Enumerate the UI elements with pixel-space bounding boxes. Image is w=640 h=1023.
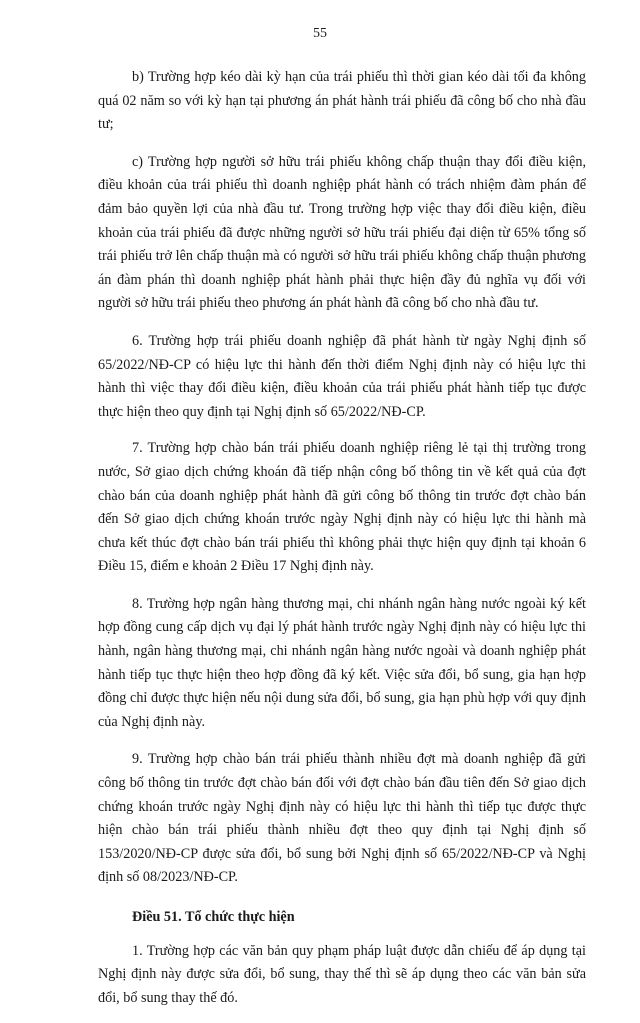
page-number: 55 — [313, 26, 327, 41]
paragraph-clause-9: 9. Trường hợp chào bán trái phiếu thành nhiều đợt mà doanh nghiệp đã gửi công bố thông tin trước đợt chào bán đối với đợt chào bán đầu tiên đến Sở giao dịch chứng khoán trước ngày Nghị định này có hiệu lực thi hành thì tiếp tục được thực hiện chào bán trái phiếu thành nhiều đợt theo quy định tại Nghị định số 153/2020/NĐ-CP được sửa đổi, bổ sung bởi Nghị định số 65/2022/NĐ-CP và Nghị định số 08/2023/NĐ-CP. — [98, 751, 586, 886]
document-body — [98, 66, 586, 1023]
paragraph-clause-7: 7. Trường hợp chào bán trái phiếu doanh nghiệp riêng lẻ tại thị trường trong nước, Sở giao dịch chứng khoán đã tiếp nhận công bố thông tin về kết quả của đợt chào bán của doanh nghiệp phát hành đã gửi công bố thông tin trước đợt chào bán đến Sở giao dịch chứng khoán trước ngày Nghị định này có hiệu lực thi hành mà chưa kết thúc đợt chào bán trái phiếu thì không phải thực hiện quy định tại khoản 6 Điều 15, điểm e khoản 2 Điều 17 Nghị định này. — [98, 440, 586, 575]
article-51-clause-1: 1. Trường hợp các văn bản quy phạm pháp luật được dẫn chiếu để áp dụng tại Nghị định này được sửa đổi, bổ sung, thay thế thì sẽ áp dụng theo các văn bản sửa đổi, bổ sung thay thế đó. — [98, 942, 586, 1006]
paragraph-clause-8: 8. Trường hợp ngân hàng thương mại, chi nhánh ngân hàng nước ngoài ký kết hợp đồng cung cấp dịch vụ đại lý phát hành trước ngày Nghị định này có hiệu lực thi hành, ngân hàng thương mại, chi nhánh ngân hàng nước ngoài và doanh nghiệp phát hành tiếp tục thực hiện theo hợp đồng đã ký kết. Việc sửa đổi, bổ sung, gia hạn hợp đồng chỉ được thực hiện nếu nội dung sửa đổi, bổ sung, gia hạn phù hợp với quy định của Nghị định này. — [98, 595, 586, 730]
paragraph-point-b: b) Trường hợp kéo dài kỳ hạn của trái phiếu thì thời gian kéo dài tối đa không quá 02 năm so với kỳ hạn tại phương án phát hành trái phiếu đã công bố cho nhà đầu tư; — [98, 69, 586, 133]
article-51-heading: Điều 51. Tổ chức thực hiện — [132, 909, 295, 925]
paragraph-point-c: c) Trường hợp người sở hữu trái phiếu không chấp thuận thay đổi điều kiện, điều khoản của trái phiếu thì doanh nghiệp phát hành có trách nhiệm đàm phán để đảm bảo quyền lợi của nhà đầu tư. Trong trường hợp việc thay đổi điều kiện, điều khoản của trái phiếu đã được những người sở hữu trái phiếu đại diện từ 65% tổng số trái phiếu trở lên chấp thuận mà có người sở hữu trái phiếu không chấp thuận phương án đàm phán thì doanh nghiệp phát hành phải thực hiện đầy đủ nghĩa vụ đối với người sở hữu trái phiếu theo phương án phát hành đã công bố cho nhà đầu tư. — [98, 153, 586, 312]
paragraph-clause-6: 6. Trường hợp trái phiếu doanh nghiệp đã phát hành từ ngày Nghị định số 65/2022/NĐ-CP có hiệu lực thi hành đến thời điểm Nghị định này có hiệu lực thi hành thì việc thay đổi điều kiện, điều khoản của trái phiếu phát hành tiếp tục được thực hiện theo quy định tại Nghị định số 65/2022/NĐ-CP. — [98, 332, 586, 420]
